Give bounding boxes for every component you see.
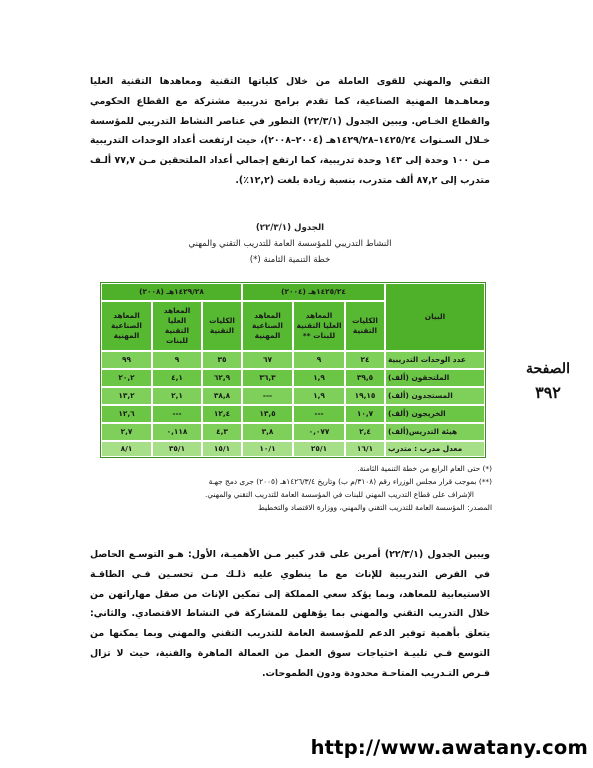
table-cell: ١,٩ — [293, 387, 345, 405]
table-cell: ٢,٧ — [101, 423, 152, 441]
page-number: ٣٩٢ — [535, 383, 561, 402]
table-cell: ٩ — [152, 351, 202, 369]
table-cell: --- — [152, 405, 202, 423]
table-cell: ١٩,١٥ — [345, 387, 385, 405]
table-cell: ٢٠,٢ — [101, 369, 152, 387]
table-cell: ٣٨,٨ — [202, 387, 242, 405]
table-cell: ١٠,٧ — [345, 405, 385, 423]
analysis-paragraph: ويبين الجدول (٢٢/٣/١) أمرين على قدر كبير مـن الأهميـة، الأول: هـو التوسـع الحاصل في الفرص التدريبية للإناث مع ما ينطوي عليه ذلـك مـن تحسـين فـي الطاقـة الاستيعابية للمعاهد، وبما يؤكد سعي المملكة إلى تمكين الإناث من صقل مهاراتهن من خلال التدريب التقني والمهني بما يؤهلهن للمشاركة في النشاط الاقتصادي. والثاني: يتعلق بأهمية توفير الدعم للمؤسسة العامة للتدريب التقني والمهني وبما يمكنها من التوسع فـي تلبيـة احتياجات سوق العمل من العمالة الماهرة والفنية، حيث لا تزال فـرص التـدريب المتاحـة محدودة ودون الطموحات. — [90, 549, 490, 679]
table-cell: ٦٢,٩ — [202, 369, 242, 387]
subheader-industrial-institutes: المعاهد الصناعية المهنية — [242, 301, 293, 351]
table-cell: ٤,٣ — [202, 423, 242, 441]
table-cell: ١٣,٢ — [101, 387, 152, 405]
subheader-technical-colleges: الكليات التقنية — [202, 301, 242, 351]
table-cell: ١,٩ — [293, 369, 345, 387]
row-label: الخريجون (ألف) — [385, 405, 485, 423]
table-cell: ٣٦,٣ — [242, 369, 293, 387]
table-cell: ٠,١١٨ — [152, 423, 202, 441]
note-2: (**) بموجب قرار مجلس الوزراء رقم (٣١٠٨/م ب) وتاريخ ١٤٢٦/٣/٤هـ (٢٠٠٥) جرى دمج جهـة — [208, 477, 492, 486]
table-cell: ٣٥ — [202, 351, 242, 369]
table-cell: ١٠/١ — [242, 441, 293, 457]
table-cell: ٨/١ — [101, 441, 152, 457]
table-cell: --- — [293, 405, 345, 423]
subheader-women-institutes: المعاهد العليا التقنية للبنات ** — [293, 301, 345, 351]
table-cell: ٦٧ — [242, 351, 293, 369]
table-cell: ٩٩ — [101, 351, 152, 369]
intro-paragraph: التقني والمهني للقوى العاملة من خلال كلياتها التقنية ومعاهدها التقنية العليا ومعاهـدها المهنية الصناعية، كما تقدم برامج تدريبية مشتركة مع القطاع الحكومي والقطاع الخـاص. ويبين الجدول (٢٢/٣/١) التطور في عناصر النشاط التدريبي للمؤسسة خـلال السـنوات ١٤٢٥/٢٤–١٤٢٩/٢٨هـ (٢٠٠٤–٢٠٠٨)، حيث ارتفعت أعداد الوحدات التدريبية مـن ١٠٠ وحدة إلى ١٤٣ وحدة تدريبية، كما ارتفع إجمالي أعداد الملتحقين مـن ٧٧,٧ ألـف متدرب إلى ٨٧,٢ ألف متدرب، بنسبة زيادة بلغت (١٢,٢٪). — [90, 76, 490, 186]
table-cell: ٣٩,٥ — [345, 369, 385, 387]
table-cell: ٢٤ — [345, 351, 385, 369]
page-number-box — [518, 356, 578, 404]
period-header-2004: ١٤٢٥/٢٤هـ (٢٠٠٤) — [242, 283, 385, 301]
table-caption — [90, 220, 490, 268]
table-cell: ١٣,٥ — [242, 405, 293, 423]
row-label: معدل مدرب : متدرب — [385, 441, 485, 457]
table-cell: ٢٥/١ — [293, 441, 345, 457]
row-label: المستجدون (ألف) — [385, 387, 485, 405]
table-cell: ١٢,٦ — [101, 405, 152, 423]
table-cell: --- — [242, 387, 293, 405]
period-header-2008: ١٤٢٩/٢٨هـ (٢٠٠٨) — [101, 283, 242, 301]
note-1: (*) حتى العام الرابع من خطة التنمية الثامنة. — [357, 464, 492, 473]
table-cell: ٣,٨ — [242, 423, 293, 441]
table-source: المصدر: المؤسسة العامة للتدريب التقني والمهني، ووزارة الاقتصاد والتخطيط — [258, 503, 492, 512]
table-cell: ٣٥/١ — [152, 441, 202, 457]
table-cell: ٤,١ — [152, 369, 202, 387]
training-activity-table — [100, 282, 486, 458]
subheader-technical-colleges: الكليات التقنية — [345, 301, 385, 351]
table-number: الجدول (٢٢/٣/١) — [255, 223, 325, 233]
table-cell: ١٢,٤ — [202, 405, 242, 423]
table-notes — [92, 462, 492, 514]
table-title: النشاط التدريبي للمؤسسة العامة للتدريب التقني والمهني — [188, 239, 392, 249]
row-label: عدد الوحدات التدريبية — [385, 351, 485, 369]
subheader-industrial-institutes: المعاهد الصناعية المهنية — [101, 301, 152, 351]
table-cell: ١٥/١ — [202, 441, 242, 457]
page-label: الصفحة — [526, 361, 570, 377]
note-2-continued: الإشراف على قطاع التدريب المهني للبنات في المؤسسة العامة للتدريب التقني والمهني. — [205, 490, 474, 499]
table-cell: ٢,٤ — [345, 423, 385, 441]
table-cell: ٢,١ — [152, 387, 202, 405]
subheader-women-institutes: المعاهد العليا التقنية للبنات — [152, 301, 202, 351]
table-cell: ٠,٠٧٧ — [293, 423, 345, 441]
table-cell: ١٦/١ — [345, 441, 385, 457]
table-cell: ٩ — [293, 351, 345, 369]
table-subtitle: خطة التنمية الثامنة (*) — [249, 255, 331, 265]
website-watermark: http://www.awatany.com — [310, 736, 588, 759]
table-label-header: البيان — [385, 283, 485, 351]
row-label: الملتحقون (ألف) — [385, 369, 485, 387]
row-label: هيئة التدريس(ألف) — [385, 423, 485, 441]
